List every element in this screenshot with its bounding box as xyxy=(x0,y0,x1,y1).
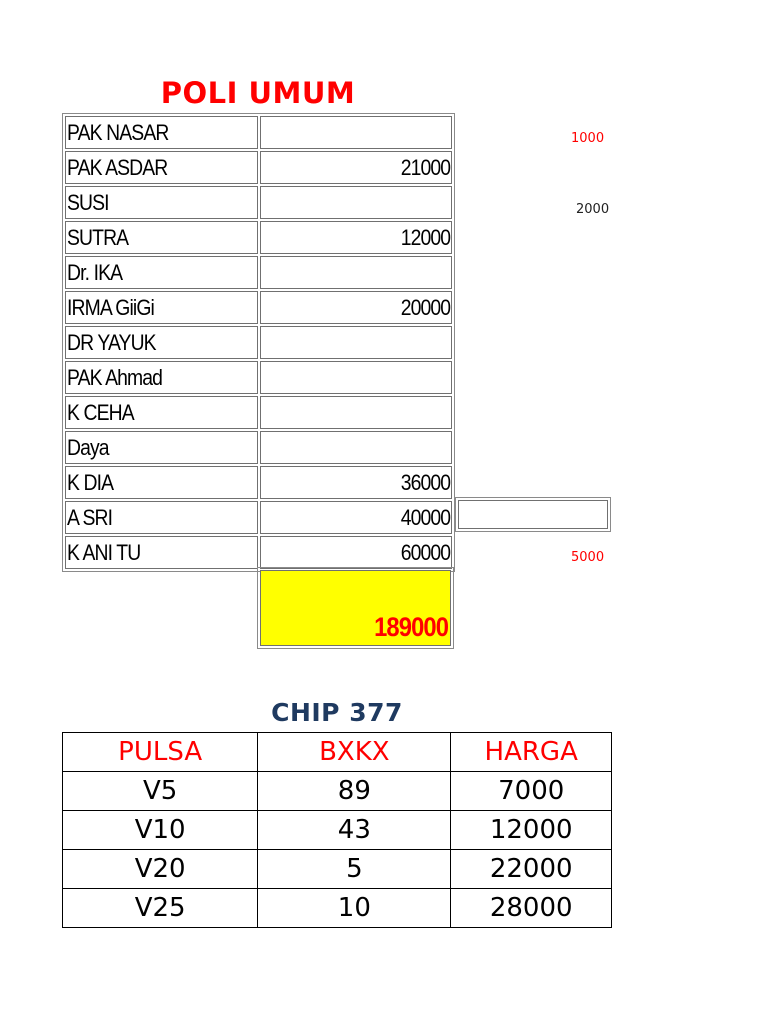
total-highlight xyxy=(260,570,451,646)
header-bxkx: BXKX xyxy=(258,733,451,772)
total-value: 189000 xyxy=(373,612,448,642)
header-pulsa: PULSA xyxy=(63,733,258,772)
name-cell: PAK Ahmad xyxy=(65,361,258,394)
table-row xyxy=(63,811,612,850)
table-row xyxy=(65,396,452,429)
amount-cell: 21000 xyxy=(260,151,452,184)
amount-cell xyxy=(260,431,452,464)
table-row xyxy=(65,466,452,499)
bxkx-cell: 5 xyxy=(258,850,451,889)
table-row xyxy=(65,431,452,464)
empty-extra-cell xyxy=(455,497,611,532)
pulsa-cell: V20 xyxy=(63,850,258,889)
pulsa-cell: V25 xyxy=(63,889,258,928)
amount-cell xyxy=(260,116,452,149)
table-row xyxy=(65,291,452,324)
name-cell: IRMA GiiGi xyxy=(65,291,258,324)
harga-cell: 28000 xyxy=(451,889,612,928)
poli-umum-table xyxy=(62,113,455,572)
side-note-5000: 5000 xyxy=(571,550,605,565)
name-cell: K DIA xyxy=(65,466,258,499)
harga-cell: 7000 xyxy=(451,772,612,811)
name-cell: DR YAYUK xyxy=(65,326,258,359)
amount-cell: 20000 xyxy=(260,291,452,324)
chip-table xyxy=(62,732,612,928)
table-row xyxy=(65,536,452,569)
table-row xyxy=(65,256,452,289)
table-row xyxy=(65,326,452,359)
amount-cell xyxy=(260,396,452,429)
table-row xyxy=(65,186,452,219)
bxkx-cell: 89 xyxy=(258,772,451,811)
name-cell: Dr. IKA xyxy=(65,256,258,289)
table-row xyxy=(65,221,452,254)
amount-cell xyxy=(260,186,452,219)
amount-cell xyxy=(260,326,452,359)
table-row xyxy=(63,772,612,811)
poli-umum-title: POLI UMUM xyxy=(160,76,356,110)
side-note-2000: 2000 xyxy=(576,202,610,217)
pulsa-cell: V5 xyxy=(63,772,258,811)
table-row xyxy=(63,889,612,928)
amount-cell: 60000 xyxy=(260,536,452,569)
total-cell xyxy=(257,567,454,649)
name-cell: K CEHA xyxy=(65,396,258,429)
harga-cell: 12000 xyxy=(451,811,612,850)
table-row xyxy=(65,151,452,184)
name-cell: SUTRA xyxy=(65,221,258,254)
table-row xyxy=(65,116,452,149)
pulsa-cell: V10 xyxy=(63,811,258,850)
name-cell: PAK ASDAR xyxy=(65,151,258,184)
side-note-1000: 1000 xyxy=(571,131,605,146)
amount-cell: 40000 xyxy=(260,501,452,534)
amount-cell: 36000 xyxy=(260,466,452,499)
bxkx-cell: 43 xyxy=(258,811,451,850)
harga-cell: 22000 xyxy=(451,850,612,889)
chip-title: CHIP 377 xyxy=(271,698,403,727)
name-cell: SUSI xyxy=(65,186,258,219)
name-cell: Daya xyxy=(65,431,258,464)
bxkx-cell: 10 xyxy=(258,889,451,928)
header-row xyxy=(63,733,612,772)
name-cell: A SRI xyxy=(65,501,258,534)
table-row xyxy=(65,501,452,534)
name-cell: PAK NASAR xyxy=(65,116,258,149)
table-row xyxy=(65,361,452,394)
name-cell: K ANI TU xyxy=(65,536,258,569)
amount-cell xyxy=(260,361,452,394)
amount-cell: 12000 xyxy=(260,221,452,254)
amount-cell xyxy=(260,256,452,289)
header-harga: HARGA xyxy=(451,733,612,772)
table-row xyxy=(63,850,612,889)
